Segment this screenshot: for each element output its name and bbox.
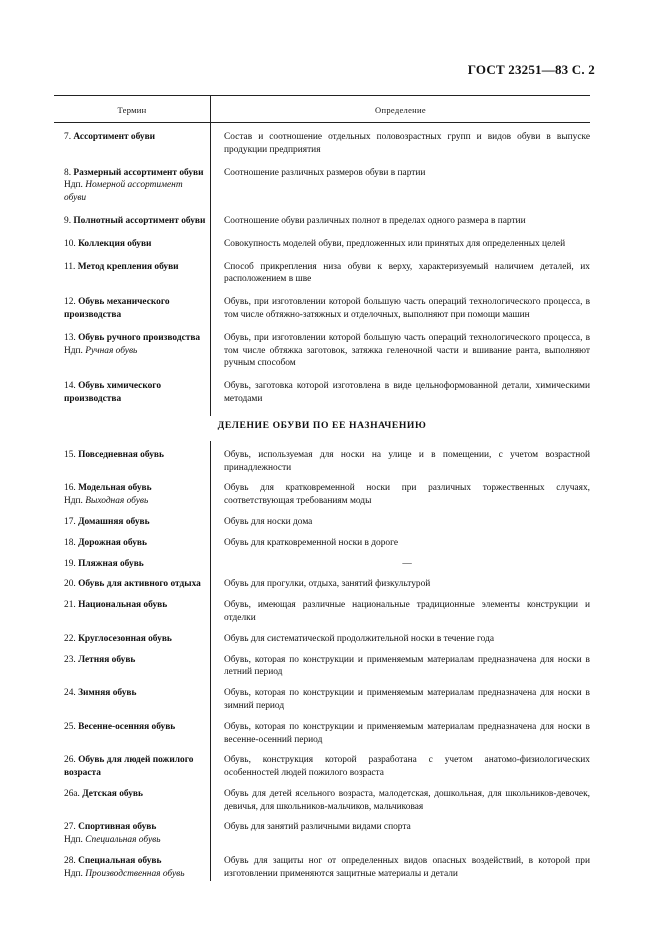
definition-cell: Обувь для систематической продолжительной носки в течение года: [224, 633, 495, 644]
row-gap: [54, 679, 590, 687]
table-row: [54, 855, 590, 881]
term-line: [54, 238, 206, 251]
term-name: Обувь механического производства: [64, 297, 170, 320]
term-name: Весенне-осенняя обувь: [78, 721, 176, 732]
term-line: [54, 131, 206, 144]
table-row: [54, 687, 590, 713]
synonym-line: [54, 345, 206, 358]
table-row: [54, 599, 590, 625]
term-name: Повседневная обувь: [78, 449, 164, 460]
term-name: Обувь ручного производства: [78, 332, 201, 343]
term-number: 23.: [64, 654, 76, 665]
table-row: [54, 296, 590, 322]
term-cell: [54, 482, 210, 508]
term-line: [54, 821, 206, 834]
synonym-term: Номерной ассортимент обуви: [64, 180, 183, 204]
term-name: Полнотный ассортимент обуви: [73, 215, 206, 226]
term-number: 22.: [64, 633, 76, 644]
term-line: [54, 296, 206, 322]
term-name: Обувь химического производства: [64, 381, 162, 404]
term-line: [54, 537, 206, 550]
term-cell: [54, 261, 210, 287]
term-name: Детская обувь: [82, 788, 143, 799]
term-number: 10.: [64, 238, 76, 249]
definition-cell: Обувь, имеющая различные национальные традиционные элементы конструкции и отделки: [224, 600, 590, 623]
synonym-term: Выходная обувь: [85, 496, 149, 507]
term-number: 21.: [64, 600, 76, 611]
term-cell: [54, 754, 210, 780]
term-name: Пляжная обувь: [78, 558, 144, 569]
table-row: [54, 332, 590, 370]
term-name: Дорожная обувь: [78, 537, 147, 548]
definition-cell: —: [402, 558, 412, 569]
term-number: 18.: [64, 537, 76, 548]
body-top-gap: [54, 441, 590, 449]
term-line: [54, 599, 206, 612]
table-row: [54, 633, 590, 646]
page-header: ГОСТ 23251—83 С. 2: [467, 62, 595, 77]
definition-cell: Обувь для кратковременной носки в дороге: [224, 537, 398, 548]
row-gap: [54, 813, 590, 821]
term-name: Зимняя обувь: [78, 688, 137, 699]
term-cell: [54, 633, 210, 646]
term-cell: [54, 687, 210, 713]
term-cell: [54, 167, 210, 205]
term-line: [54, 754, 206, 780]
row-gap: [54, 529, 590, 537]
term-line: [54, 633, 206, 646]
term-line: [54, 721, 206, 734]
row-gap: [54, 286, 590, 296]
term-cell: [54, 537, 210, 550]
term-number: 12.: [64, 297, 76, 308]
term-name: Летняя обувь: [78, 654, 136, 665]
synonym-term: Ручная обувь: [85, 345, 138, 356]
row-gap: [54, 591, 590, 599]
definition-cell: Соотношение обуви различных полнот в пределах одного размера в партии: [224, 215, 526, 226]
term-number: 25.: [64, 721, 76, 732]
term-number: 20.: [64, 579, 76, 590]
table-header: [54, 96, 590, 122]
term-name: Обувь для людей пожилого возраста: [64, 755, 194, 779]
table-row: [54, 482, 590, 508]
column-divider: [210, 441, 211, 881]
term-number: 19.: [64, 558, 76, 569]
term-cell: [54, 721, 210, 747]
table-row: [54, 238, 590, 251]
term-name: Спортивная обувь: [78, 822, 157, 833]
term-cell: [54, 821, 210, 847]
term-name: Ассортимент обуви: [73, 132, 156, 142]
row-gap: [54, 570, 590, 578]
table-row: [54, 654, 590, 680]
term-number: 26.: [64, 755, 76, 766]
column-header-definition: Определение: [210, 96, 590, 122]
definition-cell: Обувь для прогулки, отдыха, занятий физкультурой: [224, 579, 431, 590]
table-row: [54, 754, 590, 780]
term-cell: [54, 449, 210, 475]
table-row: [54, 261, 590, 287]
synonym-label: Ндп.: [64, 496, 83, 507]
definition-cell: Обувь для носки дома: [224, 516, 313, 527]
row-gap: [54, 157, 590, 167]
synonym-label: Ндп.: [64, 835, 83, 846]
row-gap: [54, 646, 590, 654]
table-row: [54, 537, 590, 550]
table-row: [54, 215, 590, 228]
row-gap: [54, 746, 590, 754]
definition-cell: Соотношение различных размеров обуви в партии: [224, 167, 426, 178]
row-gap: [54, 228, 590, 238]
table-row: [54, 516, 590, 529]
definition-cell: Обувь для защиты ног от определенных видов опасных воздействий, в которой при изготовлении применяются защитные материалы и детали: [224, 856, 590, 879]
row-gap: [54, 550, 590, 558]
synonym-label: Ндп.: [64, 868, 83, 879]
row-gap: [54, 625, 590, 633]
term-cell: [54, 238, 210, 251]
term-cell: [54, 788, 210, 814]
term-line: [54, 482, 206, 495]
definition-cell: Обувь, заготовка которой изготовлена в виде цельноформованной детали, химическими методами: [224, 381, 590, 404]
term-number: 8.: [64, 167, 72, 178]
term-number: 28.: [64, 856, 76, 867]
body-top-gap: [54, 123, 590, 131]
table-body-general: [54, 123, 590, 416]
term-cell: [54, 599, 210, 625]
term-number: 26а.: [64, 788, 80, 799]
definition-cell: Обувь, которая по конструкции и применяемым материалам предназначена для носки в летний период: [224, 654, 590, 678]
term-name: Обувь для активного отдыха: [78, 579, 201, 590]
definition-cell: Обувь, при изготовлении которой большую часть операций технологического процесса, в том числе обтяжка заготовок, затяжка геленочной части и вшивание ранта, выполняют ручным способом: [224, 332, 590, 369]
term-name: Круглосезонная обувь: [78, 633, 172, 644]
row-gap: [54, 508, 590, 516]
row-gap: [54, 205, 590, 215]
term-number: 16.: [64, 483, 76, 494]
term-number: 13.: [64, 332, 76, 343]
term-name: Домашняя обувь: [78, 516, 150, 527]
term-line: [54, 578, 206, 591]
term-line: [54, 380, 206, 406]
table-row: [54, 558, 590, 571]
synonym-term: Специальная обувь: [85, 835, 161, 846]
table-row: [54, 578, 590, 591]
term-cell: [54, 131, 210, 157]
term-number: 14.: [64, 381, 76, 392]
row-gap: [54, 370, 590, 380]
synonym-term: Производственная обувь: [85, 868, 185, 879]
term-name: Специальная обувь: [78, 856, 162, 867]
term-name: Модельная обувь: [78, 483, 152, 494]
definition-cell: Обувь для кратковременной носки при различных торжественных случаях, соответствующая требованиям моды: [224, 483, 590, 507]
term-number: 27.: [64, 822, 76, 833]
table-row: [54, 449, 590, 475]
term-cell: [54, 380, 210, 406]
term-number: 24.: [64, 688, 76, 699]
synonym-line: [54, 834, 206, 847]
term-number: 17.: [64, 516, 76, 527]
term-line: [54, 558, 206, 571]
section-title: ДЕЛЕНИЕ ОБУВИ ПО ЕЕ НАЗНАЧЕНИЮ: [217, 419, 427, 431]
table-row: [54, 131, 590, 157]
table-row: [54, 788, 590, 814]
table-row: [54, 167, 590, 205]
synonym-label: Ндп.: [64, 345, 83, 356]
term-line: [54, 654, 206, 667]
synonym-line: [54, 179, 206, 205]
term-name: Национальная обувь: [78, 600, 168, 611]
definition-cell: Совокупность моделей обуви, предложенных или принятых для определенных целей: [224, 238, 566, 249]
row-gap: [54, 251, 590, 261]
column-header-term: Термин: [117, 105, 147, 115]
term-cell: [54, 558, 210, 571]
terms-table: [54, 95, 590, 881]
term-cell: [54, 578, 210, 591]
term-number: 9.: [64, 215, 72, 226]
term-cell: [54, 296, 210, 322]
definition-cell: Обувь, конструкция которой разработана с учетом анатомо-физиологических особенностей людей пожилого возраста: [224, 755, 590, 779]
synonym-label: Ндп.: [64, 180, 83, 191]
table-row: [54, 721, 590, 747]
term-cell: [54, 215, 210, 228]
table-body-purpose: [54, 441, 590, 881]
term-cell: [54, 855, 210, 881]
term-number: 15.: [64, 449, 76, 460]
table-row: [54, 821, 590, 847]
row-gap: [54, 713, 590, 721]
synonym-line: [54, 495, 206, 508]
term-line: [54, 687, 206, 700]
column-divider: [210, 123, 211, 416]
definition-cell: Обувь, используемая для носки на улице и в помещении, с учетом возрастной принадлежности: [224, 449, 590, 473]
synonym-line: [54, 868, 206, 881]
definition-cell: Состав и соотношение отдельных половозрастных групп и видов обуви в выпуске продукции предприятия: [224, 132, 590, 155]
table-row: [54, 380, 590, 406]
definition-cell: Обувь для занятий различными видами спорта: [224, 822, 411, 833]
definition-cell: Способ прикрепления низа обуви к верху, характеризуемый наличием деталей, их расположением в шве: [224, 261, 590, 285]
row-gap: [54, 780, 590, 788]
term-line: [54, 788, 206, 801]
term-name: Метод крепления обуви: [77, 261, 179, 272]
row-gap: [54, 847, 590, 855]
term-cell: [54, 516, 210, 529]
term-line: [54, 215, 206, 228]
term-cell: [54, 332, 210, 370]
term-line: [54, 855, 206, 868]
definition-cell: Обувь, которая по конструкции и применяемым материалам предназначена для носки в весенне-осенний период: [224, 721, 590, 745]
term-line: [54, 167, 206, 180]
term-cell: [54, 654, 210, 680]
term-name: Размерный ассортимент обуви: [73, 167, 204, 178]
term-name: Коллекция обуви: [78, 238, 152, 249]
term-line: [54, 449, 206, 462]
term-number: 11.: [64, 261, 76, 272]
definition-cell: Обувь для детей ясельного возраста, малодетская, дошкольная, для школьников-девочек, девичья, для школьников-мальчиков, мальчиковая: [224, 788, 590, 812]
row-gap: [54, 322, 590, 332]
term-line: [54, 332, 206, 345]
row-gap: [54, 474, 590, 482]
definition-cell: Обувь, при изготовлении которой большую часть операций технологического процесса, в том числе обтяжно-затяжных и отделочных, выполняют при помощи машин: [224, 297, 590, 320]
term-number: 7.: [64, 132, 72, 142]
term-line: [54, 516, 206, 529]
body-bottom-gap: [54, 406, 590, 416]
term-line: [54, 261, 206, 274]
definition-cell: Обувь, которая по конструкции и применяемым материалам предназначена для носки в зимний период: [224, 688, 590, 711]
